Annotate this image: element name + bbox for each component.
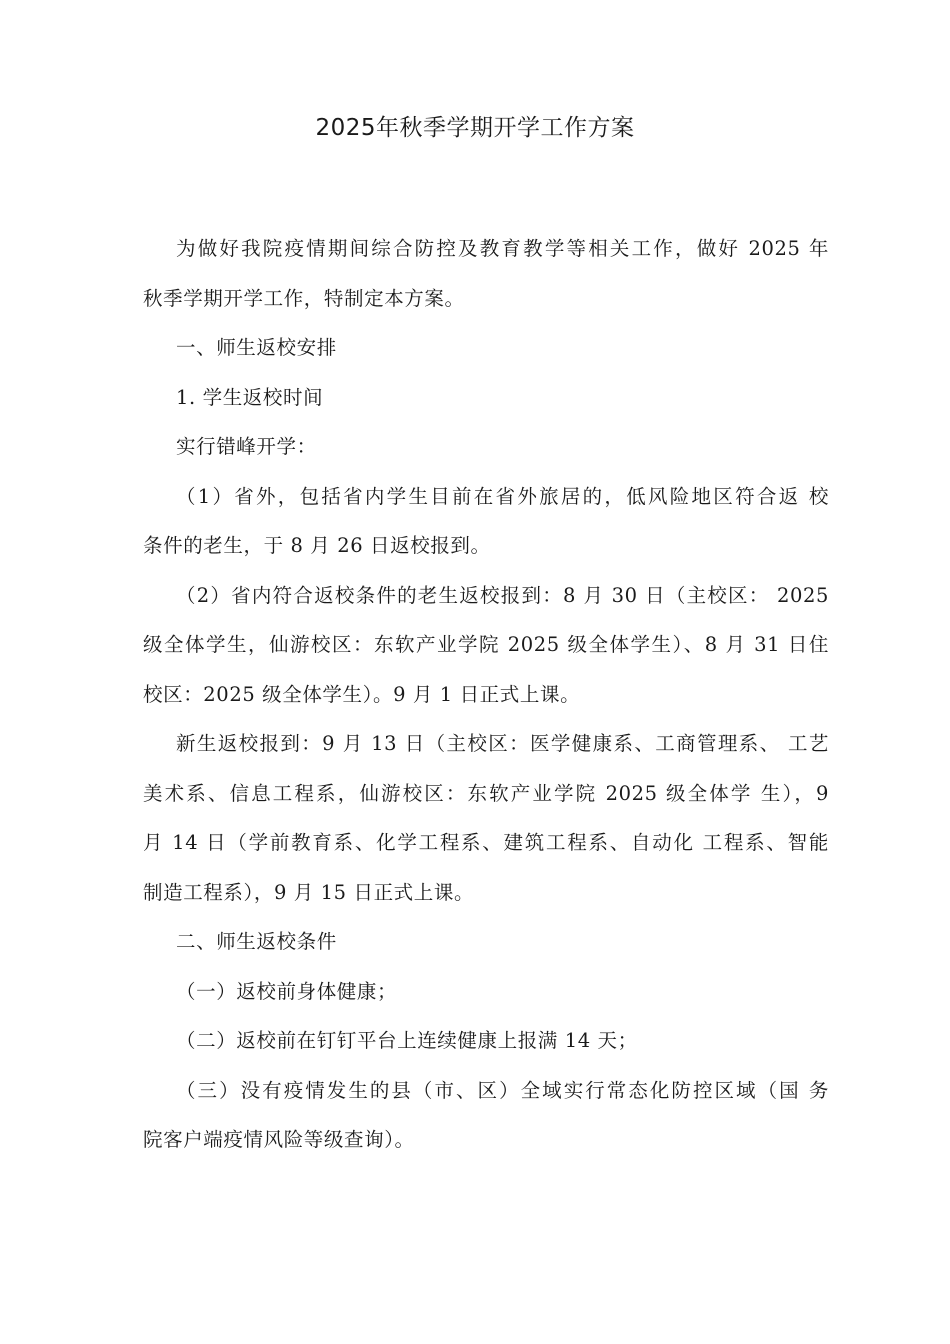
paragraph-line: 新生返校报到：9 月 13 日（主校区：医学健康系、工商管理系、 工艺 — [176, 732, 829, 755]
document-body — [143, 229, 829, 1170]
section-heading: 二、师生返校条件 — [176, 930, 337, 953]
paragraph-line: 级全体学生，仙游校区：东软产业学院 2025 级全体学生）、8 月 31 日住 — [143, 633, 829, 656]
paragraph-line: 秋季学期开学工作，特制定本方案。 — [143, 286, 465, 310]
paragraph-line: 条件的老生，于 8 月 26 日返校报到。 — [143, 534, 491, 557]
paragraph-line: 实行错峰开学： — [176, 435, 317, 458]
list-item: （三）没有疫情发生的县（市、区）全域实行常态化防控区域（国 务 — [176, 1078, 829, 1102]
paragraph-line: 月 14 日（学前教育系、化学工程系、建筑工程系、自动化 工程系、智能 — [143, 831, 829, 854]
list-item: （二）返校前在钉钉平台上连续健康上报满 14 天； — [176, 1029, 638, 1052]
paragraph-line: 美术系、信息工程系，仙游校区：东软产业学院 2025 级全体学 生），9 — [143, 781, 829, 805]
paragraph-line: 院客户端疫情风险等级查询）。 — [143, 1128, 415, 1151]
section-heading: 一、师生返校安排 — [176, 336, 337, 359]
list-item: （一）返校前身体健康； — [176, 979, 398, 1003]
paragraph-line: 校区：2025 级全体学生）。9 月 1 日正式上课。 — [143, 682, 581, 706]
subsection-heading: 1. 学生返校时间 — [176, 385, 324, 409]
paragraph-line: （1）省外，包括省内学生目前在省外旅居的，低风险地区符合返 校 — [176, 484, 829, 508]
paragraph-line: 为做好我院疫情期间综合防控及教育教学等相关工作，做好 2025 年 — [176, 237, 829, 260]
paragraph-line: 制造工程系），9 月 15 日正式上课。 — [143, 880, 475, 904]
document-title: 2025年秋季学期开学工作方案 — [315, 115, 635, 141]
paragraph-line: （2）省内符合返校条件的老生返校报到：8 月 30 日（主校区： 2025 — [176, 583, 829, 607]
